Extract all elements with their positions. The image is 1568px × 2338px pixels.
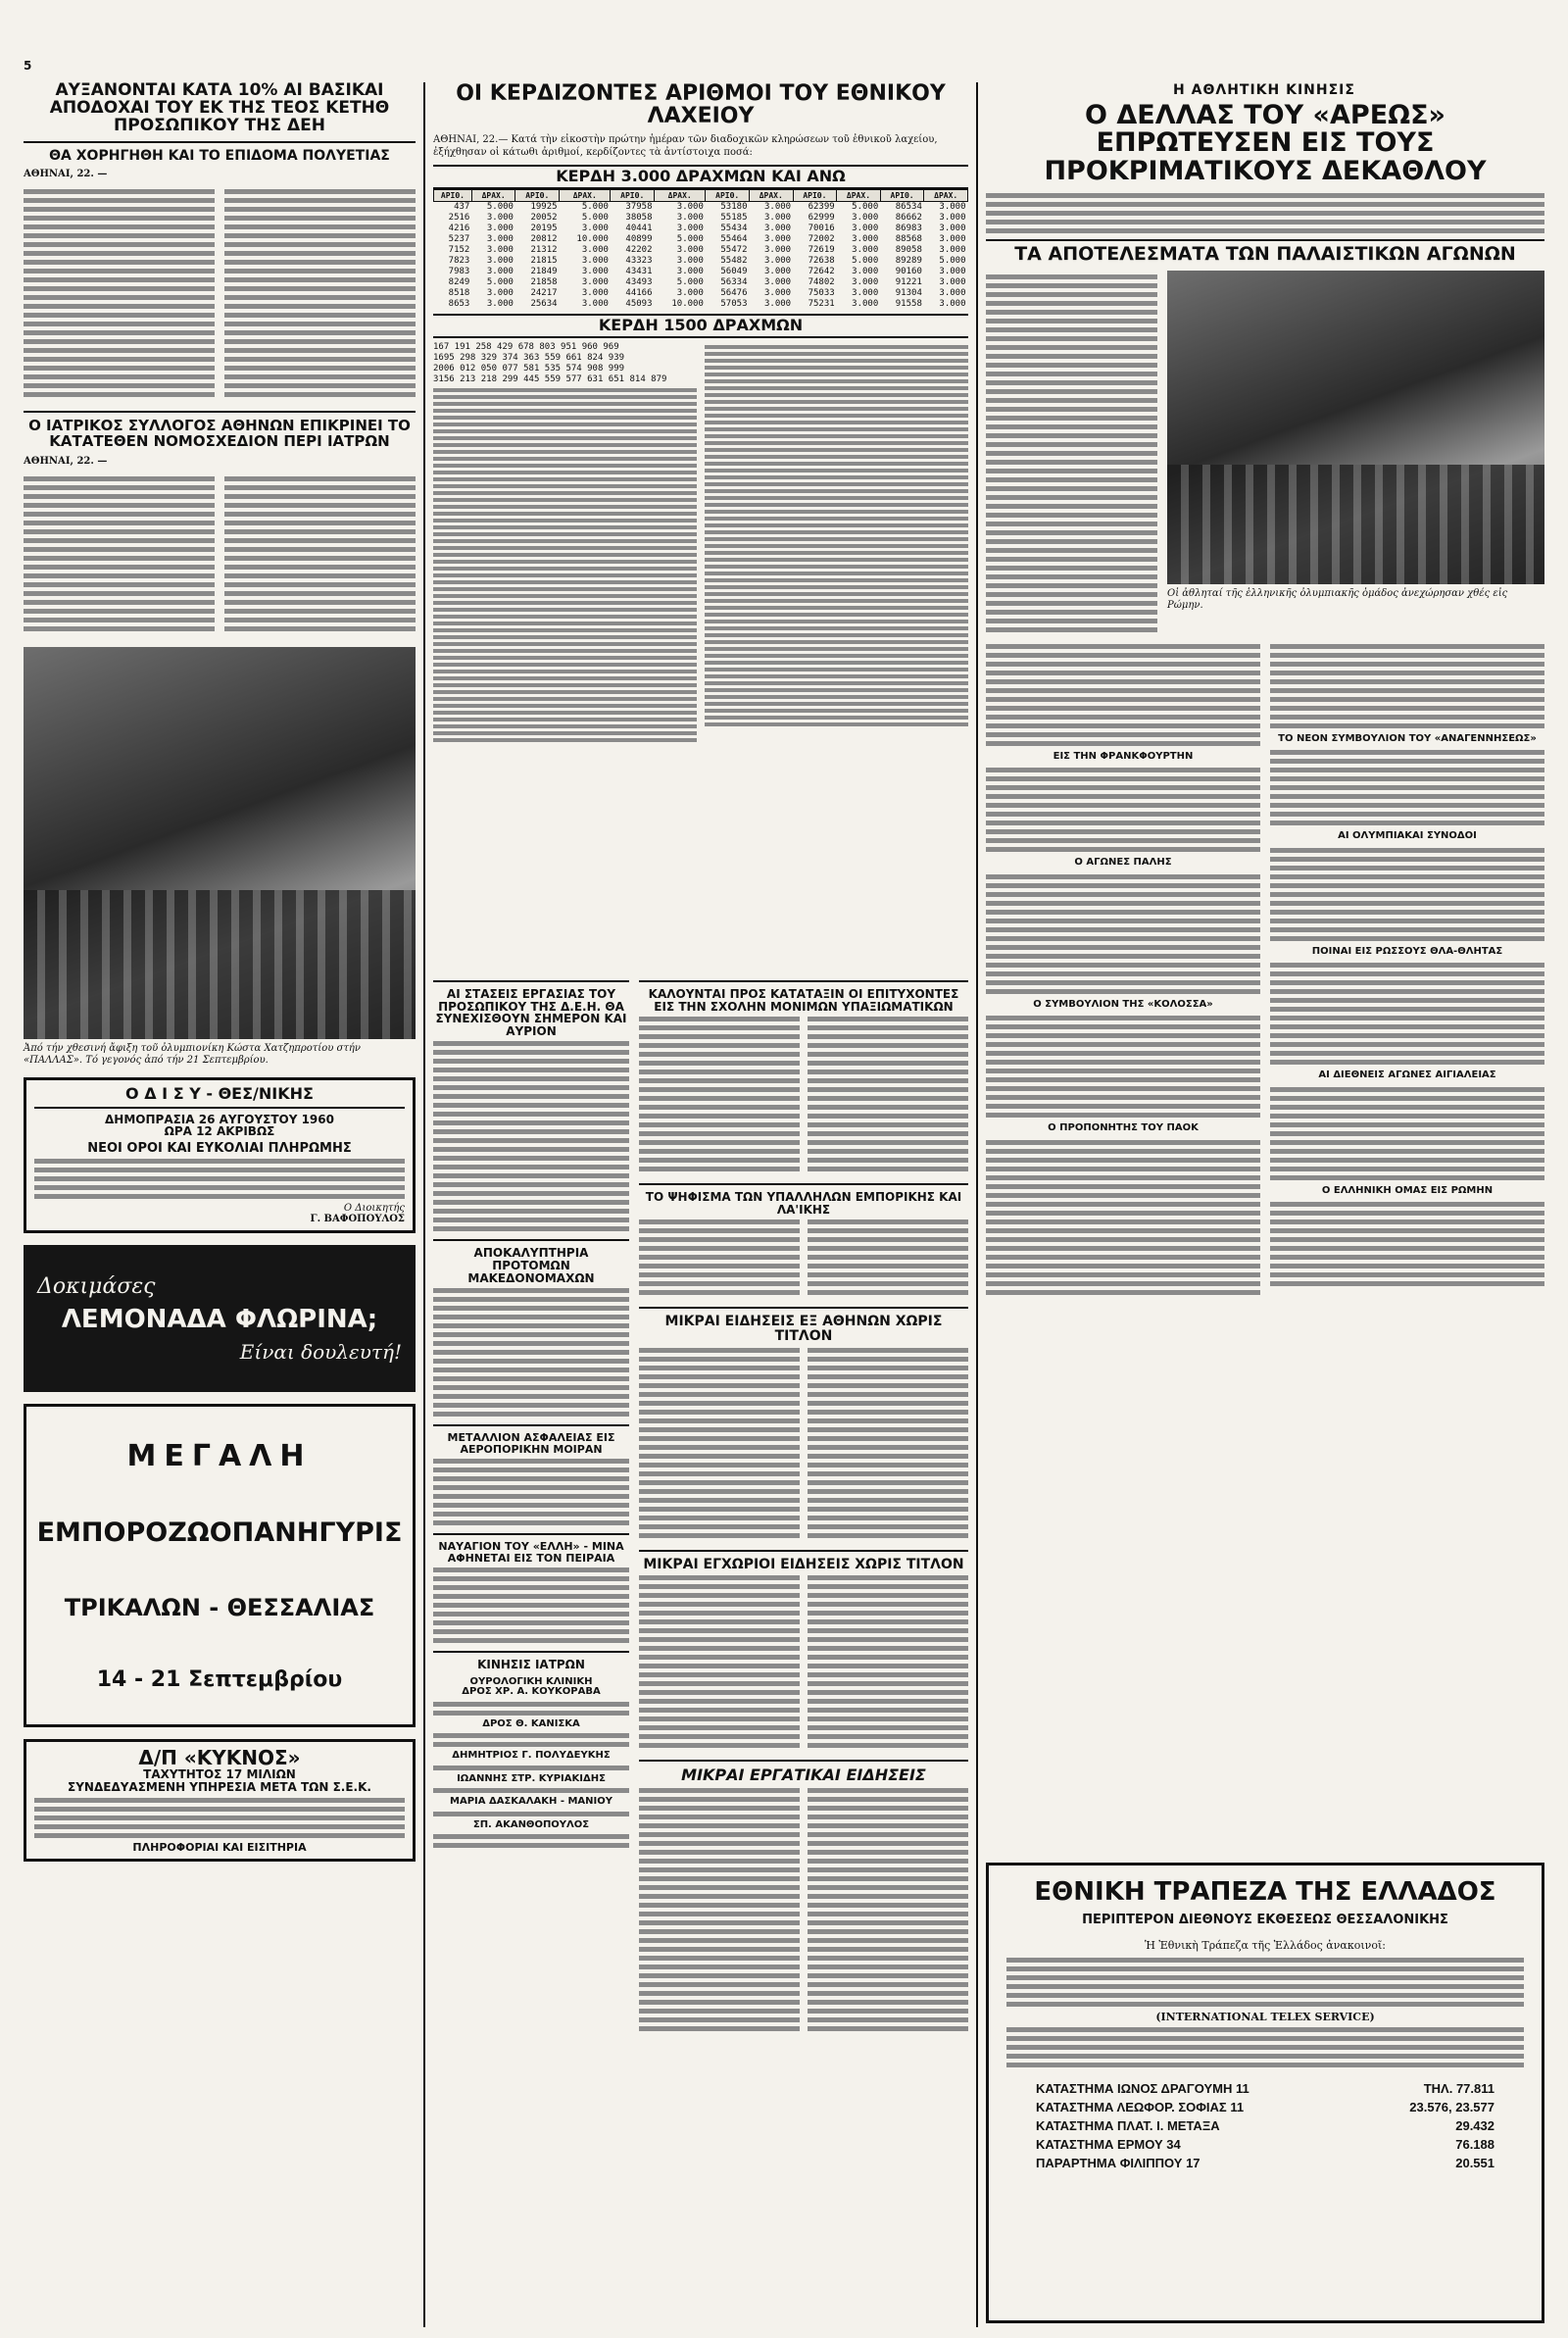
lottery-col-header: ΑΡΙΘ.	[434, 189, 472, 201]
lottery-col-header: ΔΡΑΧ.	[924, 189, 968, 201]
lottery-cell: 10.000	[576, 233, 609, 244]
lottery-cell: 57053	[720, 298, 748, 309]
lottery-intro: ΑΘΗΝΑΙ, 22.— Κατά τὴν εἰκοστὴν πρώτην ἡμέραν τῶν διαδοχικῶν κληρώσεων τοῦ ἐθνικοῦ λαχείου, ἐξήχθησαν οἱ κάτωθι ἀριθμοί, κερδίζοντες τὰ ἀντίστοιχα ποσά:	[433, 134, 938, 159]
bank-intro: Ἡ Ἐθνικὴ Τράπεζα τῆς Ἑλλάδος ἀνακοινοῖ:	[1145, 1938, 1386, 1952]
ad-odisy-signer-role: Ο Διοικητής	[343, 1203, 405, 1215]
bank-branch-row	[1036, 2135, 1494, 2154]
bank-branch-phone: 20.551	[1455, 2155, 1494, 2170]
ad-kyknos-speed: ΤΑΧΥΤΗΤΟΣ 17 ΜΙΛΙΩΝ	[143, 1767, 296, 1782]
ad-kyknos	[24, 1739, 416, 1862]
lottery-cell: 3.000	[852, 276, 879, 287]
lottery-cell: 3.000	[486, 233, 514, 244]
lottery-cell: 21858	[530, 276, 558, 287]
bank-title: ΕΘΝΙΚΗ ΤΡΑΠΕΖΑ ΤΗΣ ΕΛΛΑΔΟΣ	[1034, 1877, 1496, 1907]
lottery-cell: 2516	[448, 212, 470, 223]
lottery-cell: 72619	[808, 244, 835, 255]
lottery-cell: 21815	[530, 255, 558, 266]
bank-branch-row	[1036, 2154, 1494, 2172]
lottery-cell: 40441	[625, 223, 653, 233]
doctor-entry: ΣΠ. ΑΚΑΝΘΟΠΟΥΛΟΣ	[472, 1818, 590, 1830]
lottery-headline: ΟΙ ΚΕΡΔΙΖΟΝΤΕΣ ΑΡΙΘΜΟΙ ΤΟΥ ΕΘΝΙΚΟΥ ΛΑΧΕΙΟΥ	[456, 81, 946, 129]
lottery-cell: 20052	[530, 212, 558, 223]
lottery-row	[434, 213, 968, 224]
bank-branch-name: ΚΑΤΑΣΤΗΜΑ ΛΕΩΦΟΡ. ΣΟΦΙΑΣ 11	[1036, 2099, 1245, 2114]
lottery-small-row: 1695 298 329 374 363 559 661 824 939	[433, 352, 625, 363]
headline-news-labor: ΜΙΚΡΑΙ ΕΡΓΑΤΙΚΑΙ ΕΙΔΗΣΕΙΣ	[681, 1766, 926, 1785]
lottery-cell: 3.000	[763, 201, 792, 212]
lottery-cell: 75231	[808, 298, 835, 309]
lottery-cell: 3.000	[763, 233, 792, 244]
lottery-cell: 3.000	[581, 287, 609, 298]
lottery-section	[433, 82, 968, 745]
sports-subhead: ΑΙ ΔΙΕΘΝΕΙΣ ΑΓΩΝΕΣ ΑΙΓΙΑΛΕΙΑΣ	[1318, 1070, 1496, 1081]
lottery-cell: 5237	[448, 233, 470, 244]
ad-odisy	[24, 1077, 416, 1234]
bank-branch-name: ΚΑΤΑΣΤΗΜΑ ΕΡΜΟΥ 34	[1036, 2136, 1181, 2152]
lottery-cell: 7983	[448, 266, 470, 276]
lottery-table	[433, 189, 968, 310]
lottery-cell: 43493	[625, 276, 653, 287]
sports-subhead: Ο ΑΓΩΝΕΣ ΠΑΛΗΣ	[1074, 857, 1172, 869]
article-deh-body	[24, 185, 416, 401]
sports-subhead: Ο ΠΡΟΠΟΝΗΤΗΣ ΤΟΥ ΠΑΟΚ	[1048, 1122, 1199, 1134]
lottery-cell: 19925	[530, 201, 558, 212]
lottery-cell: 3.000	[486, 266, 514, 276]
ad-florina-line1: Δοκιμάσες	[37, 1273, 156, 1299]
headline-doctors-association: Ο ΙΑΤΡΙΚΟΣ ΣΥΛΛΟΓΟΣ ΑΘΗΝΩΝ ΕΠΙΚΡΙΝΕΙ ΤΟ ΚΑΤΑΤΕΘΕΝ ΝΟΜΟΣΧΕΔΙΟΝ ΠΕΡΙ ΙΑΤΡΩΝ	[28, 417, 411, 450]
sports-subhead: Ο ΣΥΜΒΟΥΛΙΟΝ ΤΗΣ «ΚΟΛΟΣΣΑ»	[1033, 998, 1213, 1010]
lottery-cell: 3.000	[581, 244, 609, 255]
ad-florina	[24, 1245, 416, 1392]
lottery-cell: 3.000	[676, 244, 704, 255]
article-doctors-dateline: ΑΘΗΝΑΙ, 22. —	[24, 455, 108, 467]
lottery-cell: 3.000	[852, 244, 879, 255]
lottery-cell: 3.000	[581, 255, 609, 266]
lottery-cell: 38058	[625, 212, 653, 223]
lottery-cell: 21849	[530, 266, 558, 276]
lottery-cell: 90160	[895, 266, 922, 276]
lottery-cell: 5.000	[581, 201, 609, 212]
lottery-number-lines	[433, 388, 697, 742]
lottery-col-header: ΑΡΙΘ.	[793, 189, 837, 201]
ad-florina-line2: ΛΕΜΟΝΑΔΑ ΦΛΩΡΙΝΑ;	[61, 1304, 378, 1334]
lottery-cell: 74802	[808, 276, 835, 287]
sports-section-header: Η ΑΘΛΗΤΙΚΗ ΚΙΝΗΣΙΣ	[1173, 82, 1355, 98]
lottery-cell: 72638	[808, 255, 835, 266]
lottery-cell: 3.000	[676, 266, 704, 276]
lottery-cell: 55482	[720, 255, 748, 266]
lottery-row	[434, 224, 968, 234]
lottery-cell: 3.000	[486, 212, 514, 223]
lottery-col-header: ΑΡΙΘ.	[515, 189, 560, 201]
lottery-cell: 3.000	[763, 287, 792, 298]
article-metallion-body	[433, 1459, 629, 1525]
doctor-entry: ΟΥΡΟΛΟΓΙΚΗ ΚΛΙΝΙΚΗ	[469, 1675, 593, 1687]
bank-branch-row	[1036, 2098, 1494, 2116]
news-domestic-body	[639, 1571, 968, 1752]
lottery-row	[434, 245, 968, 256]
sports-lead	[986, 193, 1544, 233]
column-rule	[423, 82, 425, 2327]
lottery-cell: 3.000	[676, 287, 704, 298]
lottery-cell: 3.000	[939, 233, 966, 244]
ad-kyknos-info: ΠΛΗΡΟΦΟΡΙΑΙ ΚΑΙ ΕΙΣΙΤΗΡΙΑ	[132, 1840, 307, 1854]
lottery-cell: 55464	[720, 233, 748, 244]
lottery-cell: 20195	[530, 223, 558, 233]
lottery-cell: 3.000	[486, 287, 514, 298]
lottery-cell: 56049	[720, 266, 748, 276]
lottery-cell: 3.000	[763, 255, 792, 266]
lottery-cell: 89289	[895, 255, 922, 266]
lottery-cell: 3.000	[581, 223, 609, 233]
lottery-cell: 86662	[895, 212, 922, 223]
athletes-photo-caption: Ἀπό τήν χθεσινή ἄφιξη τοῦ ὀλυμπιονίκη Κώστα Χατζηπροτίου στήν «ΠΑΛΛΑΣ». Τό γεγονός ἀπό τήν 21 Σεπτεμβρίου.	[24, 1042, 361, 1067]
lottery-cell: 4216	[448, 223, 470, 233]
lottery-cell: 3.000	[939, 244, 966, 255]
lottery-cell: 7152	[448, 244, 470, 255]
bank-branch-row	[1036, 2116, 1494, 2135]
lottery-cell: 3.000	[939, 212, 966, 223]
bank-subtitle: ΠΕΡΙΠΤΕΡΟΝ ΔΙΕΘΝΟΥΣ ΕΚΘΕΣΕΩΣ ΘΕΣΣΑΛΟΝΙΚΗΣ	[1082, 1913, 1448, 1928]
lottery-cell: 437	[454, 201, 470, 212]
lottery-cell: 40899	[625, 233, 653, 244]
sports-headline: Ο ΔΕΛΛΑΣ ΤΟΥ «ΑΡΕΩΣ» ΕΠΡΩΤΕΥΣΕΝ ΕΙΣ ΤΟΥΣ ΠΡΟΚΡΙΜΑΤΙΚΟΥΣ ΔΕΚΑΘΛΟΥ	[1044, 100, 1487, 186]
lottery-col-header: ΔΡΑΧ.	[837, 189, 881, 201]
sports-subhead: ΑΙ ΟΛΥΜΠΙΑΚΑΙ ΣΥΝΟΔΟΙ	[1338, 830, 1477, 842]
lottery-cell: 3.000	[581, 276, 609, 287]
mid-right-column	[639, 980, 968, 2035]
lottery-cell: 72002	[808, 233, 835, 244]
lottery-row	[434, 299, 968, 310]
sports-subhead: ΠΟΙΝΑΙ ΕΙΣ ΡΩΣΣΟΥΣ ΘΛΑ-ΘΛΗΤΑΣ	[1311, 945, 1503, 957]
sports-col-b	[1270, 640, 1544, 1299]
ad-odisy-terms: ΝΕΟΙ ΟΡΟΙ ΚΑΙ ΕΥΚΟΛΙΑΙ ΠΛΗΡΩΜΗΣ	[87, 1140, 352, 1156]
lottery-cell: 3.000	[581, 266, 609, 276]
column-rule	[976, 82, 978, 2327]
article-macedonomachon-body	[433, 1288, 629, 1417]
lottery-cell: 8653	[448, 298, 470, 309]
lottery-cell: 3.000	[852, 287, 879, 298]
news-labor-body	[639, 1784, 968, 2035]
lottery-cell: 72642	[808, 266, 835, 276]
lottery-cell: 45093	[625, 298, 653, 309]
lottery-cell: 3.000	[852, 223, 879, 233]
lottery-cell: 75033	[808, 287, 835, 298]
lottery-cell: 62999	[808, 212, 835, 223]
lottery-cell: 5.000	[852, 201, 879, 212]
lottery-cell: 3.000	[581, 298, 609, 309]
news-athens-body	[639, 1344, 968, 1542]
lottery-cell: 3.000	[676, 255, 704, 266]
bank-branch-phone: ΤΗΛ. 77.811	[1423, 2080, 1494, 2096]
headline-employees-resolution: ΤΟ ΨΗΦΙΣΜΑ ΤΩΝ ΥΠΑΛΛΗΛΩΝ ΕΜΠΟΡΙΚΗΣ ΚΑΙ ΛΑ'ΙΚΗΣ	[645, 1190, 962, 1217]
bank-branch-phone: 23.576, 23.577	[1409, 2099, 1494, 2114]
lottery-cell: 88568	[895, 233, 922, 244]
doctor-entry: ΜΑΡΙΑ ΔΑΣΚΑΛΑΚΗ - ΜΑΝΙΟΥ	[450, 1796, 612, 1808]
sports-subhead: ΤΟ ΝΕΟΝ ΣΥΜΒΟΥΛΙΟΝ ΤΟΥ «ΑΝΑΓΕΝΝΗΣΕΩΣ»	[1278, 732, 1537, 744]
article-deh-dateline: ΑΘΗΝΑΙ, 22. —	[24, 169, 108, 180]
sports-subhead: ΕΙΣ ΤΗΝ ΦΡΑΝΚΦΟΥΡΤΗΝ	[1053, 750, 1194, 762]
lottery-cell: 24217	[530, 287, 558, 298]
lottery-cell: 55434	[720, 223, 748, 233]
lottery-cell: 5.000	[486, 201, 514, 212]
doctors-title: ΚΙΝΗΣΙΣ ΙΑΤΡΩΝ	[477, 1658, 585, 1672]
lottery-col-header: ΔΡΑΧ.	[749, 189, 793, 201]
lottery-col-header: ΔΡΑΧ.	[560, 189, 611, 201]
ad-trikala-fair	[24, 1404, 416, 1727]
bank-branch-name: ΚΑΤΑΣΤΗΜΑ ΙΩΝΟΣ ΔΡΑΓΟΥΜΗ 11	[1036, 2080, 1250, 2096]
headline-deh-strikes: ΑΙ ΣΤΑΣΕΙΣ ΕΡΓΑΣΙΑΣ ΤΟΥ ΠΡΟΣΩΠΙΚΟΥ ΤΗΣ Δ.Ε.Η. ΘΑ ΣΥΝΕΧΙΣΘΟΥΝ ΣΗΜΕΡΟΝ ΚΑΙ ΑΥΡΙΟΝ	[435, 987, 627, 1038]
sports-col-a	[986, 640, 1260, 1299]
ad-odisy-auction: ΔΗΜΟΠΡΑΣΙΑ 26 ΑΥΓΟΥΣΤΟΥ 1960	[105, 1112, 334, 1126]
lottery-small-row: 167 191 258 429 678 803 951 960 969	[433, 341, 619, 352]
lottery-cell: 3.000	[852, 212, 879, 223]
lottery-cell: 91304	[895, 287, 922, 298]
lottery-cell: 3.000	[763, 212, 792, 223]
headline-nauagion: ΝΑΥΑΓΙΟΝ ΤΟΥ «ΕΛΛΗ» - ΜΙΝΑ ΑΦΗΝΕΤΑΙ ΕΙΣ ΤΟΝ ΠΕΙΡΑΙΑ	[438, 1540, 624, 1565]
lottery-cell: 5.000	[676, 276, 704, 287]
lottery-cell: 3.000	[486, 255, 514, 266]
lottery-cell: 25634	[530, 298, 558, 309]
lottery-cell: 70016	[808, 223, 835, 233]
lottery-cell: 44166	[625, 287, 653, 298]
lottery-small-row: 2006 012 050 077 581 535 574 908 999	[433, 363, 625, 373]
mid-left-column	[433, 980, 629, 1852]
bank-branch-name: ΠΑΡΑΡΤΗΜΑ ΦΙΛΙΠΠΟΥ 17	[1036, 2155, 1200, 2170]
lottery-cell: 5.000	[486, 276, 514, 287]
lottery-cell: 43323	[625, 255, 653, 266]
ad-odisy-signer: Γ. ΒΑΦΟΠΟΥΛΟΣ	[310, 1214, 405, 1225]
lottery-cell: 10.000	[671, 298, 704, 309]
lottery-cell: 3.000	[939, 276, 966, 287]
lottery-cell: 3.000	[763, 276, 792, 287]
lottery-cell: 62399	[808, 201, 835, 212]
bank-branch-row	[1036, 2079, 1494, 2098]
lottery-cell: 56476	[720, 287, 748, 298]
bank-branch-name: ΚΑΤΑΣΤΗΜΑ ΠΛΑΤ. Ι. ΜΕΤΑΞΑ	[1036, 2117, 1220, 2133]
lottery-col-header: ΑΡΙΘ.	[706, 189, 750, 201]
ad-trikala-line2: ΕΜΠΟΡΟΖΩΟΠΑΝΗΓΥΡΙΣ	[36, 1517, 403, 1549]
lottery-cell: 5.000	[852, 255, 879, 266]
ad-trikala-line4: 14 - 21 Σεπτεμβρίου	[96, 1666, 343, 1692]
lottery-col-header: ΔΡΑΧ.	[655, 189, 706, 201]
lottery-cell: 3.000	[486, 298, 514, 309]
lottery-row	[434, 201, 968, 213]
lottery-cell: 86983	[895, 223, 922, 233]
lottery-cell: 3.000	[852, 266, 879, 276]
lottery-cell: 55472	[720, 244, 748, 255]
lottery-cell: 21312	[530, 244, 558, 255]
article-doctors-body	[24, 473, 416, 635]
doctor-entry: ΙΩΑΝΝΗΣ ΣΤΡ. ΚΥΡΙΑΚΙΔΗΣ	[457, 1772, 606, 1784]
lottery-row	[434, 234, 968, 245]
doctor-entry: ΔΡΟΣ Θ. ΚΑΝΙΣΚΑ	[482, 1717, 580, 1729]
lottery-cell: 3.000	[676, 223, 704, 233]
lottery-cell: 89058	[895, 244, 922, 255]
headline-macedonomachon: ΑΠΟΚΑΛΥΠΤΗΡΙΑ ΠΡΟΤΟΜΩΝ ΜΑΚΕΔΟΝΟΜΑΧΩΝ	[467, 1246, 595, 1285]
article-nco-school-body	[639, 1013, 968, 1175]
ad-florina-line3: Είναι δουλευτή!	[239, 1339, 402, 1364]
lottery-cell: 3.000	[939, 223, 966, 233]
lottery-cell: 37958	[625, 201, 653, 212]
lottery-section1-title: ΚΕΡΔΗ 3.000 ΔΡΑΧΜΩΝ ΚΑΙ ΑΝΩ	[433, 165, 968, 189]
lottery-cell: 3.000	[763, 223, 792, 233]
lottery-small-row: 3156 213 218 299 445 559 577 631 651 814 879	[433, 373, 667, 384]
lottery-cell: 42202	[625, 244, 653, 255]
wrestling-results-body	[986, 271, 1157, 636]
bank-branch-phone: 29.432	[1455, 2117, 1494, 2133]
wrestling-subhead: ΤΑ ΑΠΟΤΕΛΕΣΜΑΤΑ ΤΩΝ ΠΑΛΑΙΣΤΙΚΩΝ ΑΓΩΝΩΝ	[1014, 243, 1516, 266]
lottery-cell: 3.000	[763, 244, 792, 255]
article-employees-body	[639, 1216, 968, 1299]
ad-trikala-line1: ΜΕΓΑΛΗ	[126, 1438, 313, 1473]
headline-deh-salaries: ΑΥΞΑΝΟΝΤΑΙ ΚΑΤΑ 10% ΑΙ ΒΑΣΙΚΑΙ ΑΠΟΔΟΧΑΙ ΤΟΥ ΕΚ ΤΗΣ ΤΕΟΣ ΚΕΤΗΘ ΠΡΟΣΩΠΙΚΟΥ ΤΗΣ ΔΕΗ	[49, 80, 390, 135]
bank-branch-list	[1006, 2079, 1524, 2172]
page-number: 5	[24, 59, 32, 73]
lottery-cell: 53180	[720, 201, 748, 212]
lottery-row	[434, 288, 968, 299]
lottery-cell: 20812	[530, 233, 558, 244]
doctor-entry: ΔΗΜΗΤΡΙΟΣ Γ. ΠΟΛΥΔΕΥΚΗΣ	[452, 1750, 611, 1762]
lottery-cell: 3.000	[852, 298, 879, 309]
lottery-cell: 3.000	[852, 233, 879, 244]
lottery-cell: 3.000	[939, 298, 966, 309]
lottery-cell: 3.000	[676, 201, 704, 212]
lottery-row	[434, 277, 968, 288]
lottery-col-header: ΑΡΙΘ.	[880, 189, 924, 201]
lottery-cell: 55185	[720, 212, 748, 223]
left-column	[24, 82, 416, 1862]
lottery-row	[434, 267, 968, 277]
sports-column	[986, 102, 1544, 1299]
headline-metallion: ΜΕΤΑΛΛΙΟΝ ΑΣΦΑΛΕΙΑΣ ΕΙΣ ΑΕΡΟΠΟΡΙΚΗΝ ΜΟΙΡΑΝ	[447, 1431, 615, 1456]
lottery-cell: 43431	[625, 266, 653, 276]
lottery-cell: 3.000	[939, 287, 966, 298]
lottery-cell: 3.000	[676, 212, 704, 223]
ad-kyknos-title: Δ/Π «ΚΥΚΝΟΣ»	[138, 1746, 301, 1770]
lottery-cell: 5.000	[581, 212, 609, 223]
lottery-col-header: ΑΡΙΘ.	[611, 189, 655, 201]
lottery-cell: 3.000	[763, 298, 792, 309]
lottery-cell: 3.000	[939, 266, 966, 276]
doctor-entry: ΔΡΟΣ ΧΡ. Α. ΚΟΥΚΟΡΑΒΑ	[462, 1686, 601, 1698]
ad-odisy-title: Ο Δ Ι Σ Υ - ΘΕΣ/ΝΙΚΗΣ	[34, 1086, 405, 1109]
lottery-section2-title: ΚΕΡΔΗ 1500 ΔΡΑΧΜΩΝ	[433, 314, 968, 338]
lottery-cell: 7823	[448, 255, 470, 266]
lottery-row	[434, 256, 968, 267]
headline-news-athens: ΜΙΚΡΑΙ ΕΙΔΗΣΕΙΣ ΕΞ ΑΘΗΝΩΝ ΧΩΡΙΣ ΤΙΤΛΟΝ	[664, 1314, 943, 1345]
lottery-cell: 8518	[448, 287, 470, 298]
lottery-cell: 91558	[895, 298, 922, 309]
lottery-cell: 3.000	[486, 244, 514, 255]
article-nauagion-body	[433, 1567, 629, 1643]
lottery-cell: 8249	[448, 276, 470, 287]
lottery-cell: 86534	[895, 201, 922, 212]
bank-branch-phone: 76.188	[1455, 2136, 1494, 2152]
olympic-team-photo-caption: Οἱ ἀθληταί τῆς ἑλληνικῆς ὀλυμπιακῆς ὁμάδος ἀνεχώρησαν χθές εἰς Ρώμην.	[1167, 587, 1508, 612]
headline-nco-school: ΚΑΛΟΥΝΤΑΙ ΠΡΟΣ ΚΑΤΑΤΑΞΙΝ ΟΙ ΕΠΙΤΥΧΟΝΤΕΣ ΕΙΣ ΤΗΝ ΣΧΟΛΗΝ ΜΟΝΙΜΩΝ ΥΠΑΞΙΩΜΑΤΙΚΩΝ	[648, 987, 959, 1014]
lottery-cell: 3.000	[763, 266, 792, 276]
olympic-team-photo	[1167, 271, 1544, 584]
lottery-cell: 5.000	[676, 233, 704, 244]
bank-telex-service: (INTERNATIONAL TELEX SERVICE)	[1155, 2010, 1375, 2023]
ad-trikala-line3: ΤΡΙΚΑΛΩΝ - ΘΕΣΣΑΛΙΑΣ	[64, 1593, 375, 1621]
ad-national-bank	[986, 1863, 1544, 2323]
lottery-cell: 3.000	[486, 223, 514, 233]
headline-news-domestic: ΜΙΚΡΑΙ ΕΓΧΩΡΙΟΙ ΕΙΔΗΣΕΙΣ ΧΩΡΙΣ ΤΙΤΛΟΝ	[643, 1556, 964, 1572]
ad-odisy-time: ΩΡΑ 12 ΑΚΡΙΒΩΣ	[164, 1124, 275, 1139]
sports-subhead: Ο ΕΛΛΗΝΙΚΗ ΟΜΑΣ ΕΙΣ ΡΩΜΗΝ	[1321, 1184, 1494, 1196]
ad-kyknos-service: ΣΥΝΔΕΔΥΑΣΜΕΝΗ ΥΠΗΡΕΣΙΑ ΜΕΤΑ ΤΩΝ Σ.Ε.Κ.	[68, 1779, 371, 1794]
subhead-polyetia: ΘΑ ΧΟΡΗΓΗΘΗ ΚΑΙ ΤΟ ΕΠΙΔΟΜΑ ΠΟΛΥΕΤΙΑΣ	[49, 147, 390, 164]
lottery-number-lines	[705, 345, 968, 726]
lottery-cell: 3.000	[939, 201, 966, 212]
lottery-col-header: ΔΡΑΧ.	[471, 189, 515, 201]
article-deh-strikes-body	[433, 1041, 629, 1231]
lottery-cell: 5.000	[939, 255, 966, 266]
athletes-photo	[24, 647, 416, 1039]
lottery-cell: 91221	[895, 276, 922, 287]
lottery-cell: 56334	[720, 276, 748, 287]
